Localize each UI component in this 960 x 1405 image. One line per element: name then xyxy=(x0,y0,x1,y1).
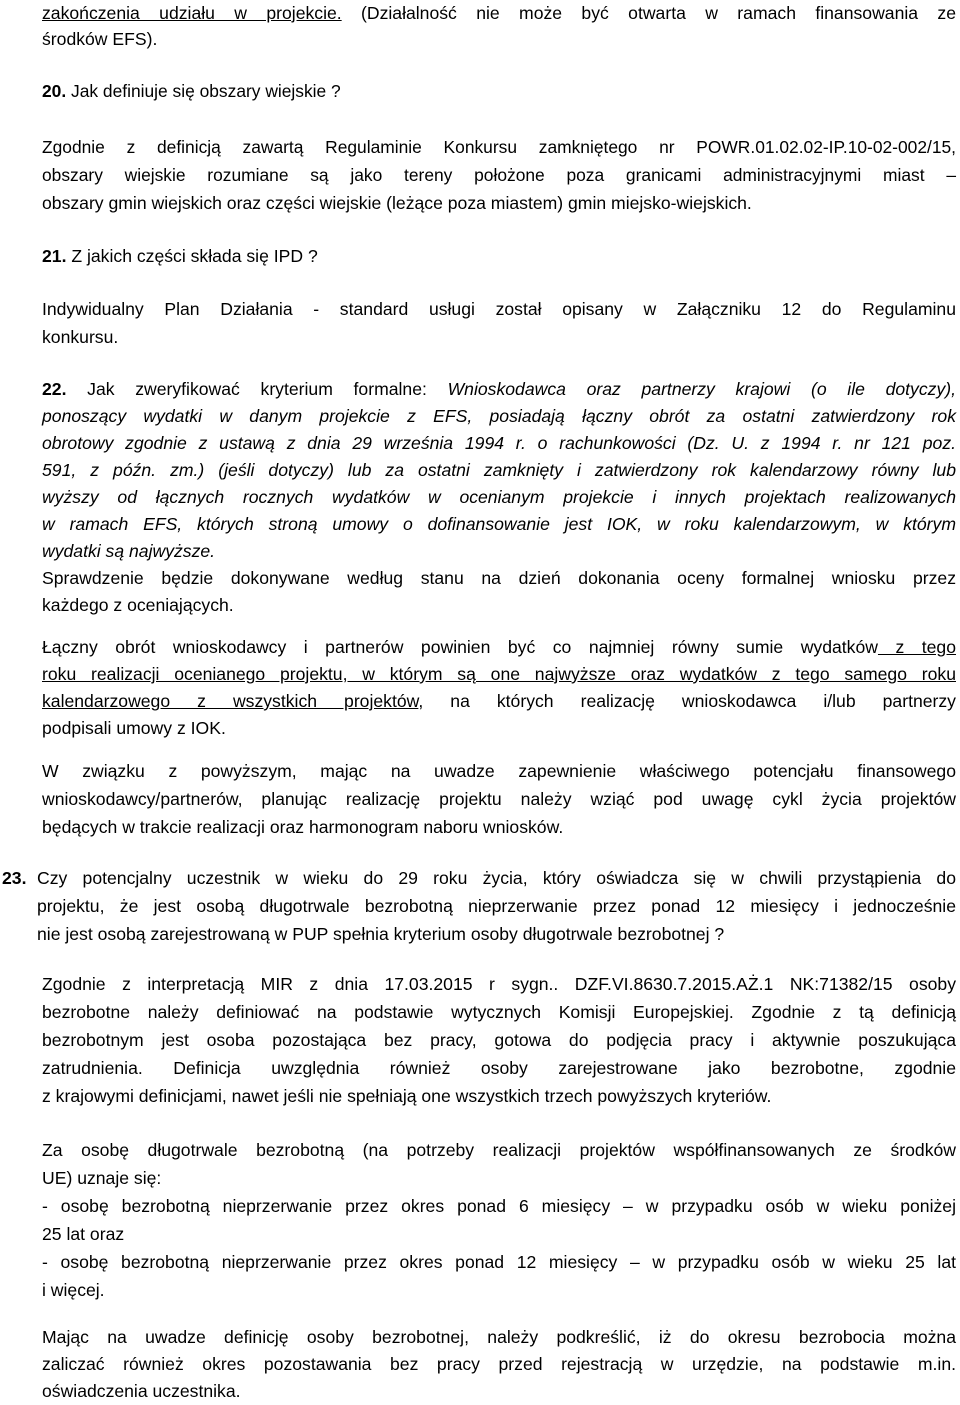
answer-23-line: zatrudnienia. Definicja uwzględnia również osoby zarejestrowane jako bezrobotne, zgodnie xyxy=(42,1058,956,1078)
answer-23-line: 25 lat oraz xyxy=(42,1224,125,1244)
turnover-line-2: roku realizacji ocenianego projektu, w którym są one najwyższe oraz wydatków z tego samego roku xyxy=(42,664,956,684)
answer-23-line: zaliczać również okres pozostawania bez pracy przed rejestracją w urzędzie, na podstawie m.in. xyxy=(42,1354,956,1374)
answer-23-paragraph-2 xyxy=(42,1136,956,1304)
answer-23-line: - osobę bezrobotną nieprzerwanie przez okres ponad 6 miesięcy – w przypadku osób w wieku poniżej xyxy=(42,1196,956,1216)
answer-21-line: Indywidualny Plan Działania - standard usługi został opisany w Załączniku 12 do Regulaminu xyxy=(42,299,956,319)
answer-23-line: - osobę bezrobotną nieprzerwanie przez okres ponad 12 miesięcy – w przypadku osób w wieku 25 lat xyxy=(42,1252,956,1272)
answer-23-line: z krajowymi definicjami, nawet jeśli nie spełniają one wszystkich trzech powyższych kryteriów. xyxy=(42,1086,772,1106)
question-21-heading xyxy=(42,243,956,269)
answer-23-line: bezrobotnym jest osoba pozostająca bez pracy, gotowa do podjęcia pracy i aktywnie poszukująca xyxy=(42,1030,956,1050)
criterion-line: w ramach EFS, których stroną umowy o dofinansowanie jest IOK, w roku kalendarzowym, w którym xyxy=(42,514,956,534)
answer-23-line: bezrobotne należy definiować na podstawie wytycznych Komisji Europejskiej. Zgodnie z tą definicją xyxy=(42,1002,956,1022)
turnover-line-4: podpisali umowy z IOK. xyxy=(42,718,226,738)
context-paragraph xyxy=(42,757,956,841)
question-22 xyxy=(42,376,956,619)
criterion-text: Wnioskodawca oraz partnerzy krajowi (o ile dotyczy), xyxy=(447,379,956,399)
question-22-intro: Jak zweryfikować kryterium formalne: xyxy=(66,379,448,399)
question-23 xyxy=(0,864,956,948)
context-line: wnioskodawcy/partnerów, planując realizację projektu należy wziąć pod uwagę cykl życia projektów xyxy=(42,789,956,809)
check-line: każdego z oceniających. xyxy=(42,595,234,615)
question-23-line: nie jest osobą zarejestrowaną w PUP spełnia kryterium osoby długotrwale bezrobotnej ? xyxy=(37,924,725,944)
question-20 xyxy=(42,79,956,103)
answer-20-line: obszary gmin wiejskich oraz części wiejskie (leżące poza miastem) gmin miejsko-wiejskich. xyxy=(42,193,752,213)
answer-20 xyxy=(42,133,956,217)
question-23-line: Czy potencjalny uczestnik w wieku do 29 roku życia, który oświadcza się w chwili przystąpienia do xyxy=(37,868,956,888)
answer-21-line: konkursu. xyxy=(42,327,119,347)
criterion-line: wyższy od łącznych rocznych wydatków w ocenianym projekcie i innych projektach realizowanych xyxy=(42,487,956,507)
answer-23-line: i więcej. xyxy=(42,1280,105,1300)
turnover-paragraph xyxy=(42,634,956,742)
question-21-text: Z jakich części składa się IPD ? xyxy=(66,246,318,266)
answer-23-line: Zgodnie z interpretacją MIR z dnia 17.03.2015 r sygn.. DZF.VI.8630.7.2015.AŻ.1 NK:71382/15 osoby xyxy=(42,974,956,994)
turnover-text: , na których realizację wnioskodawca i/lub partnerzy xyxy=(418,691,956,711)
turnover-line-1 xyxy=(42,634,956,661)
criterion-line: obrotowy zgodnie z ustawą z dnia 29 września 1994 r. o rachunkowości (Dz. U. z 1994 r. nr 121 poz. xyxy=(42,433,956,453)
intro-line-2: środków EFS). xyxy=(42,29,158,49)
turnover-text: Łączny obrót wnioskodawcy i partnerów powinien być co najmniej równy sumie wydatków xyxy=(42,637,878,657)
answer-23-line: UE) uznaje się: xyxy=(42,1168,162,1188)
answer-23-line: Za osobę długotrwale bezrobotną (na potrzeby realizacji projektów współfinansowanych ze środków xyxy=(42,1140,956,1160)
answer-21 xyxy=(42,295,956,351)
question-22-line-1 xyxy=(42,376,956,403)
context-line: W związku z powyższym, mając na uwadze zapewnienie właściwego potencjału finansowego xyxy=(42,761,956,781)
turnover-underlined: kalendarzowego z wszystkich projektów xyxy=(42,691,419,711)
answer-20-line: Zgodnie z definicją zawartą Regulaminie Konkursu zamkniętego nr POWR.01.02.02-IP.10-02-002/15, xyxy=(42,137,956,157)
turnover-underlined: z tego xyxy=(877,637,956,657)
criterion-line: wydatki są najwyższe. xyxy=(42,541,216,561)
question-22-number: 22. xyxy=(42,379,67,399)
question-20-text: Jak definiuje się obszary wiejskie ? xyxy=(66,81,341,101)
question-21-number: 21. xyxy=(42,246,67,266)
answer-23-paragraph-3 xyxy=(42,1324,956,1405)
question-21 xyxy=(42,243,956,269)
intro-line-1-rest: (Działalność nie może być otwarta w ramach finansowania ze xyxy=(341,3,956,23)
intro-paragraph xyxy=(42,0,956,52)
context-line: będących w trakcie realizacji oraz harmonogram naboru wniosków. xyxy=(42,817,564,837)
turnover-line-3 xyxy=(42,688,956,715)
intro-line-1 xyxy=(42,0,956,26)
question-23-text xyxy=(37,864,956,948)
criterion-line: ponoszący wydatki w danym projekcie z EFS, posiadają łączny obrót za ostatni zatwierdzony rok xyxy=(42,406,956,426)
check-line: Sprawdzenie będzie dokonywane według stanu na dzień dokonania oceny formalnej wniosku przez xyxy=(42,568,956,588)
answer-23-paragraph-1 xyxy=(42,970,956,1110)
answer-20-line: obszary wiejskie rozumiane są jako tereny położone poza granicami administracyjnymi miast – xyxy=(42,165,956,185)
question-23-line: projektu, że jest osobą długotrwale bezrobotną nieprzerwanie przez ponad 12 miesięcy i jednocześnie xyxy=(37,896,956,916)
question-20-number: 20. xyxy=(42,81,67,101)
answer-23-line: oświadczenia uczestnika. xyxy=(42,1381,241,1401)
answer-23-line: Mając na uwadze definicję osoby bezrobotnej, należy podkreślić, iż do okresu bezrobocia można xyxy=(42,1327,956,1347)
question-20-heading xyxy=(42,79,956,103)
intro-underlined-text: zakończenia udziału w projekcie. xyxy=(42,3,342,23)
criterion-line: 591, z późn. zm.) (jeśli dotyczy) lub za ostatni zamknięty i zatwierdzony rok kalendarzowy równy lub xyxy=(42,460,956,480)
question-23-number: 23. xyxy=(2,868,27,888)
